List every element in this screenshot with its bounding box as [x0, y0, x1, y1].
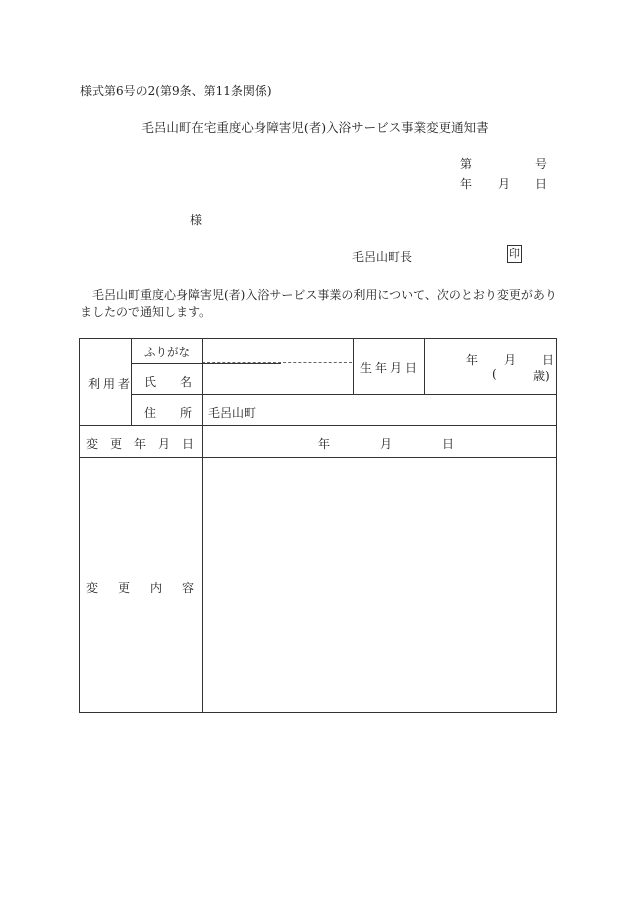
birth-year: 年 — [466, 353, 479, 367]
age-open: ( — [492, 367, 497, 381]
change-day: 日 — [442, 437, 455, 451]
furigana-label: ふりがな — [144, 345, 190, 359]
furigana-top-rule — [131, 363, 281, 364]
body-paragraph: 毛呂山町重度心身障害児(者)入浴サービス事業の利用について、次のとおり変更がありましたので通知します。 — [80, 288, 557, 319]
label-column-divider — [202, 339, 203, 713]
change-date-label: 変 更 年 月 日 — [86, 437, 194, 451]
issue-year: 年 — [460, 177, 473, 191]
change-content-label: 変 更 内 容 — [86, 581, 194, 595]
notification-form-table — [79, 338, 557, 713]
birth-label-right-divider — [424, 339, 425, 394]
issue-month: 月 — [498, 177, 511, 191]
birth-label-left-divider — [353, 339, 354, 394]
address-label: 住 所 — [144, 406, 192, 420]
seal-stamp: 印 — [507, 245, 522, 263]
birth-date-label: 生年月日 — [360, 361, 421, 375]
document-title: 毛呂山町在宅重度心身障害児(者)入浴サービス事業変更通知書 — [141, 120, 489, 135]
change-year: 年 — [318, 437, 331, 451]
user-label: 利用者 — [88, 377, 134, 391]
name-bottom-rule — [131, 394, 557, 395]
sender-mayor: 毛呂山町長 — [352, 250, 413, 264]
number-prefix: 第 — [460, 157, 473, 171]
age-unit: 歳) — [533, 369, 550, 383]
birth-month: 月 — [504, 353, 517, 367]
birth-day: 日 — [542, 353, 555, 367]
user-bottom-rule — [80, 425, 557, 426]
name-label: 氏 名 — [144, 375, 192, 389]
address-value: 毛呂山町 — [208, 406, 257, 420]
change-month: 月 — [380, 437, 393, 451]
addressee-honorific: 様 — [190, 213, 203, 227]
date-bottom-rule — [80, 457, 557, 458]
form-number: 様式第6号の2(第9条、第11条関係) — [80, 84, 272, 98]
furigana-dashed-rule — [202, 362, 352, 363]
number-suffix: 号 — [535, 157, 548, 171]
issue-day: 日 — [535, 177, 548, 191]
